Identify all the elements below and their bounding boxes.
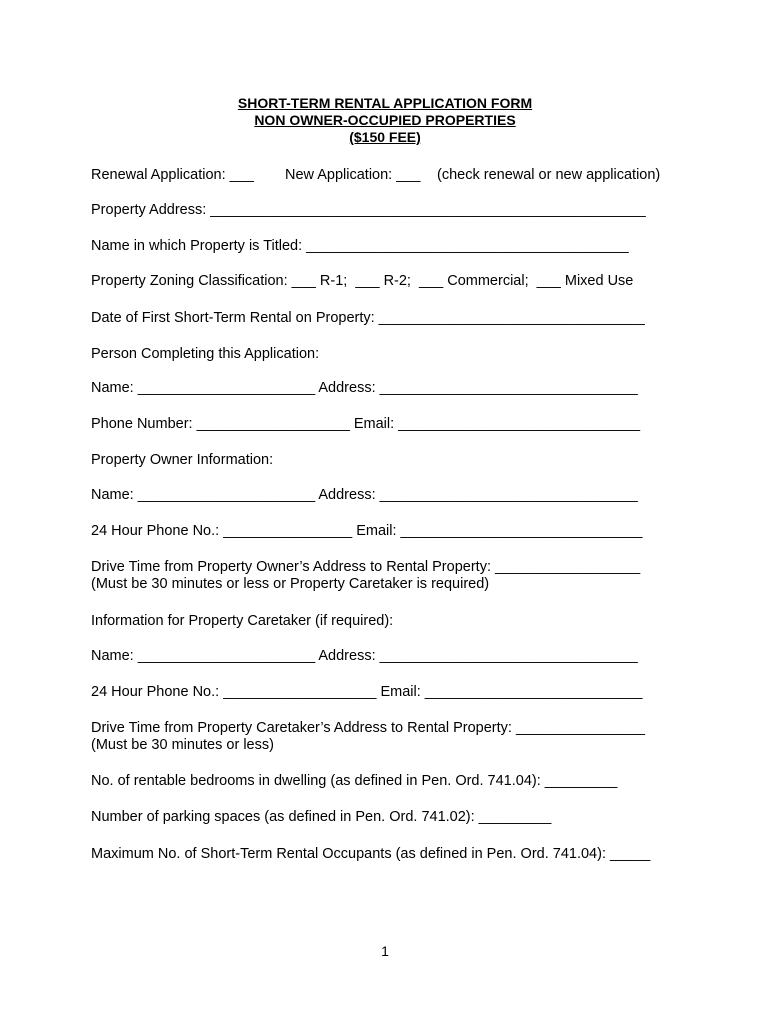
owner-info-heading: Property Owner Information:	[91, 452, 274, 468]
person-name-address-field[interactable]: Name: ______________________ Address: ________________________________	[91, 380, 638, 396]
new-application-field[interactable]: New Application: ___	[285, 167, 421, 183]
caretaker-phone-email-field[interactable]: 24 Hour Phone No.: ___________________ Email: ___________________________	[91, 684, 643, 700]
bedrooms-field[interactable]: No. of rentable bedrooms in dwelling (as defined in Pen. Ord. 741.04): _________	[91, 773, 618, 789]
form-title: SHORT-TERM RENTAL APPLICATION FORM	[237, 95, 533, 111]
page-number: 1	[381, 943, 389, 959]
caretaker-drive-time-note: (Must be 30 minutes or less)	[91, 737, 274, 753]
caretaker-info-heading: Information for Property Caretaker (if required):	[91, 613, 394, 629]
titled-name-field[interactable]: Name in which Property is Titled: ________________________________________	[91, 238, 629, 254]
owner-drive-time-field[interactable]: Drive Time from Property Owner’s Address to Rental Property: __________________	[91, 559, 641, 575]
form-subtitle: NON OWNER-OCCUPIED PROPERTIES	[254, 112, 516, 128]
first-rental-date-field[interactable]: Date of First Short-Term Rental on Property: _________________________________	[91, 310, 645, 326]
owner-drive-time-note: (Must be 30 minutes or less or Property Caretaker is required)	[91, 576, 490, 592]
person-completing-heading: Person Completing this Application:	[91, 346, 320, 362]
caretaker-drive-time-field[interactable]: Drive Time from Property Caretaker’s Address to Rental Property: ________________	[91, 720, 645, 736]
caretaker-name-address-field[interactable]: Name: ______________________ Address: ________________________________	[91, 648, 638, 664]
zoning-classification-field[interactable]: Property Zoning Classification: ___ R-1; ___ R-2; ___ Commercial; ___ Mixed Use	[91, 273, 634, 289]
owner-phone-email-field[interactable]: 24 Hour Phone No.: ________________ Email: ______________________________	[91, 523, 643, 539]
owner-name-address-field[interactable]: Name: ______________________ Address: ________________________________	[91, 487, 638, 503]
parking-spaces-field[interactable]: Number of parking spaces (as defined in Pen. Ord. 741.02): _________	[91, 809, 552, 825]
application-type-row	[91, 167, 691, 184]
property-address-field[interactable]: Property Address: ______________________________________________________	[91, 202, 646, 218]
renewal-application-field[interactable]: Renewal Application: ___	[91, 167, 254, 183]
form-fee: ($150 FEE)	[349, 129, 421, 145]
max-occupants-field[interactable]: Maximum No. of Short-Term Rental Occupants (as defined in Pen. Ord. 741.04): _____	[91, 846, 651, 862]
application-type-note: (check renewal or new application)	[437, 167, 661, 183]
person-phone-email-field[interactable]: Phone Number: ___________________ Email: ______________________________	[91, 416, 641, 432]
